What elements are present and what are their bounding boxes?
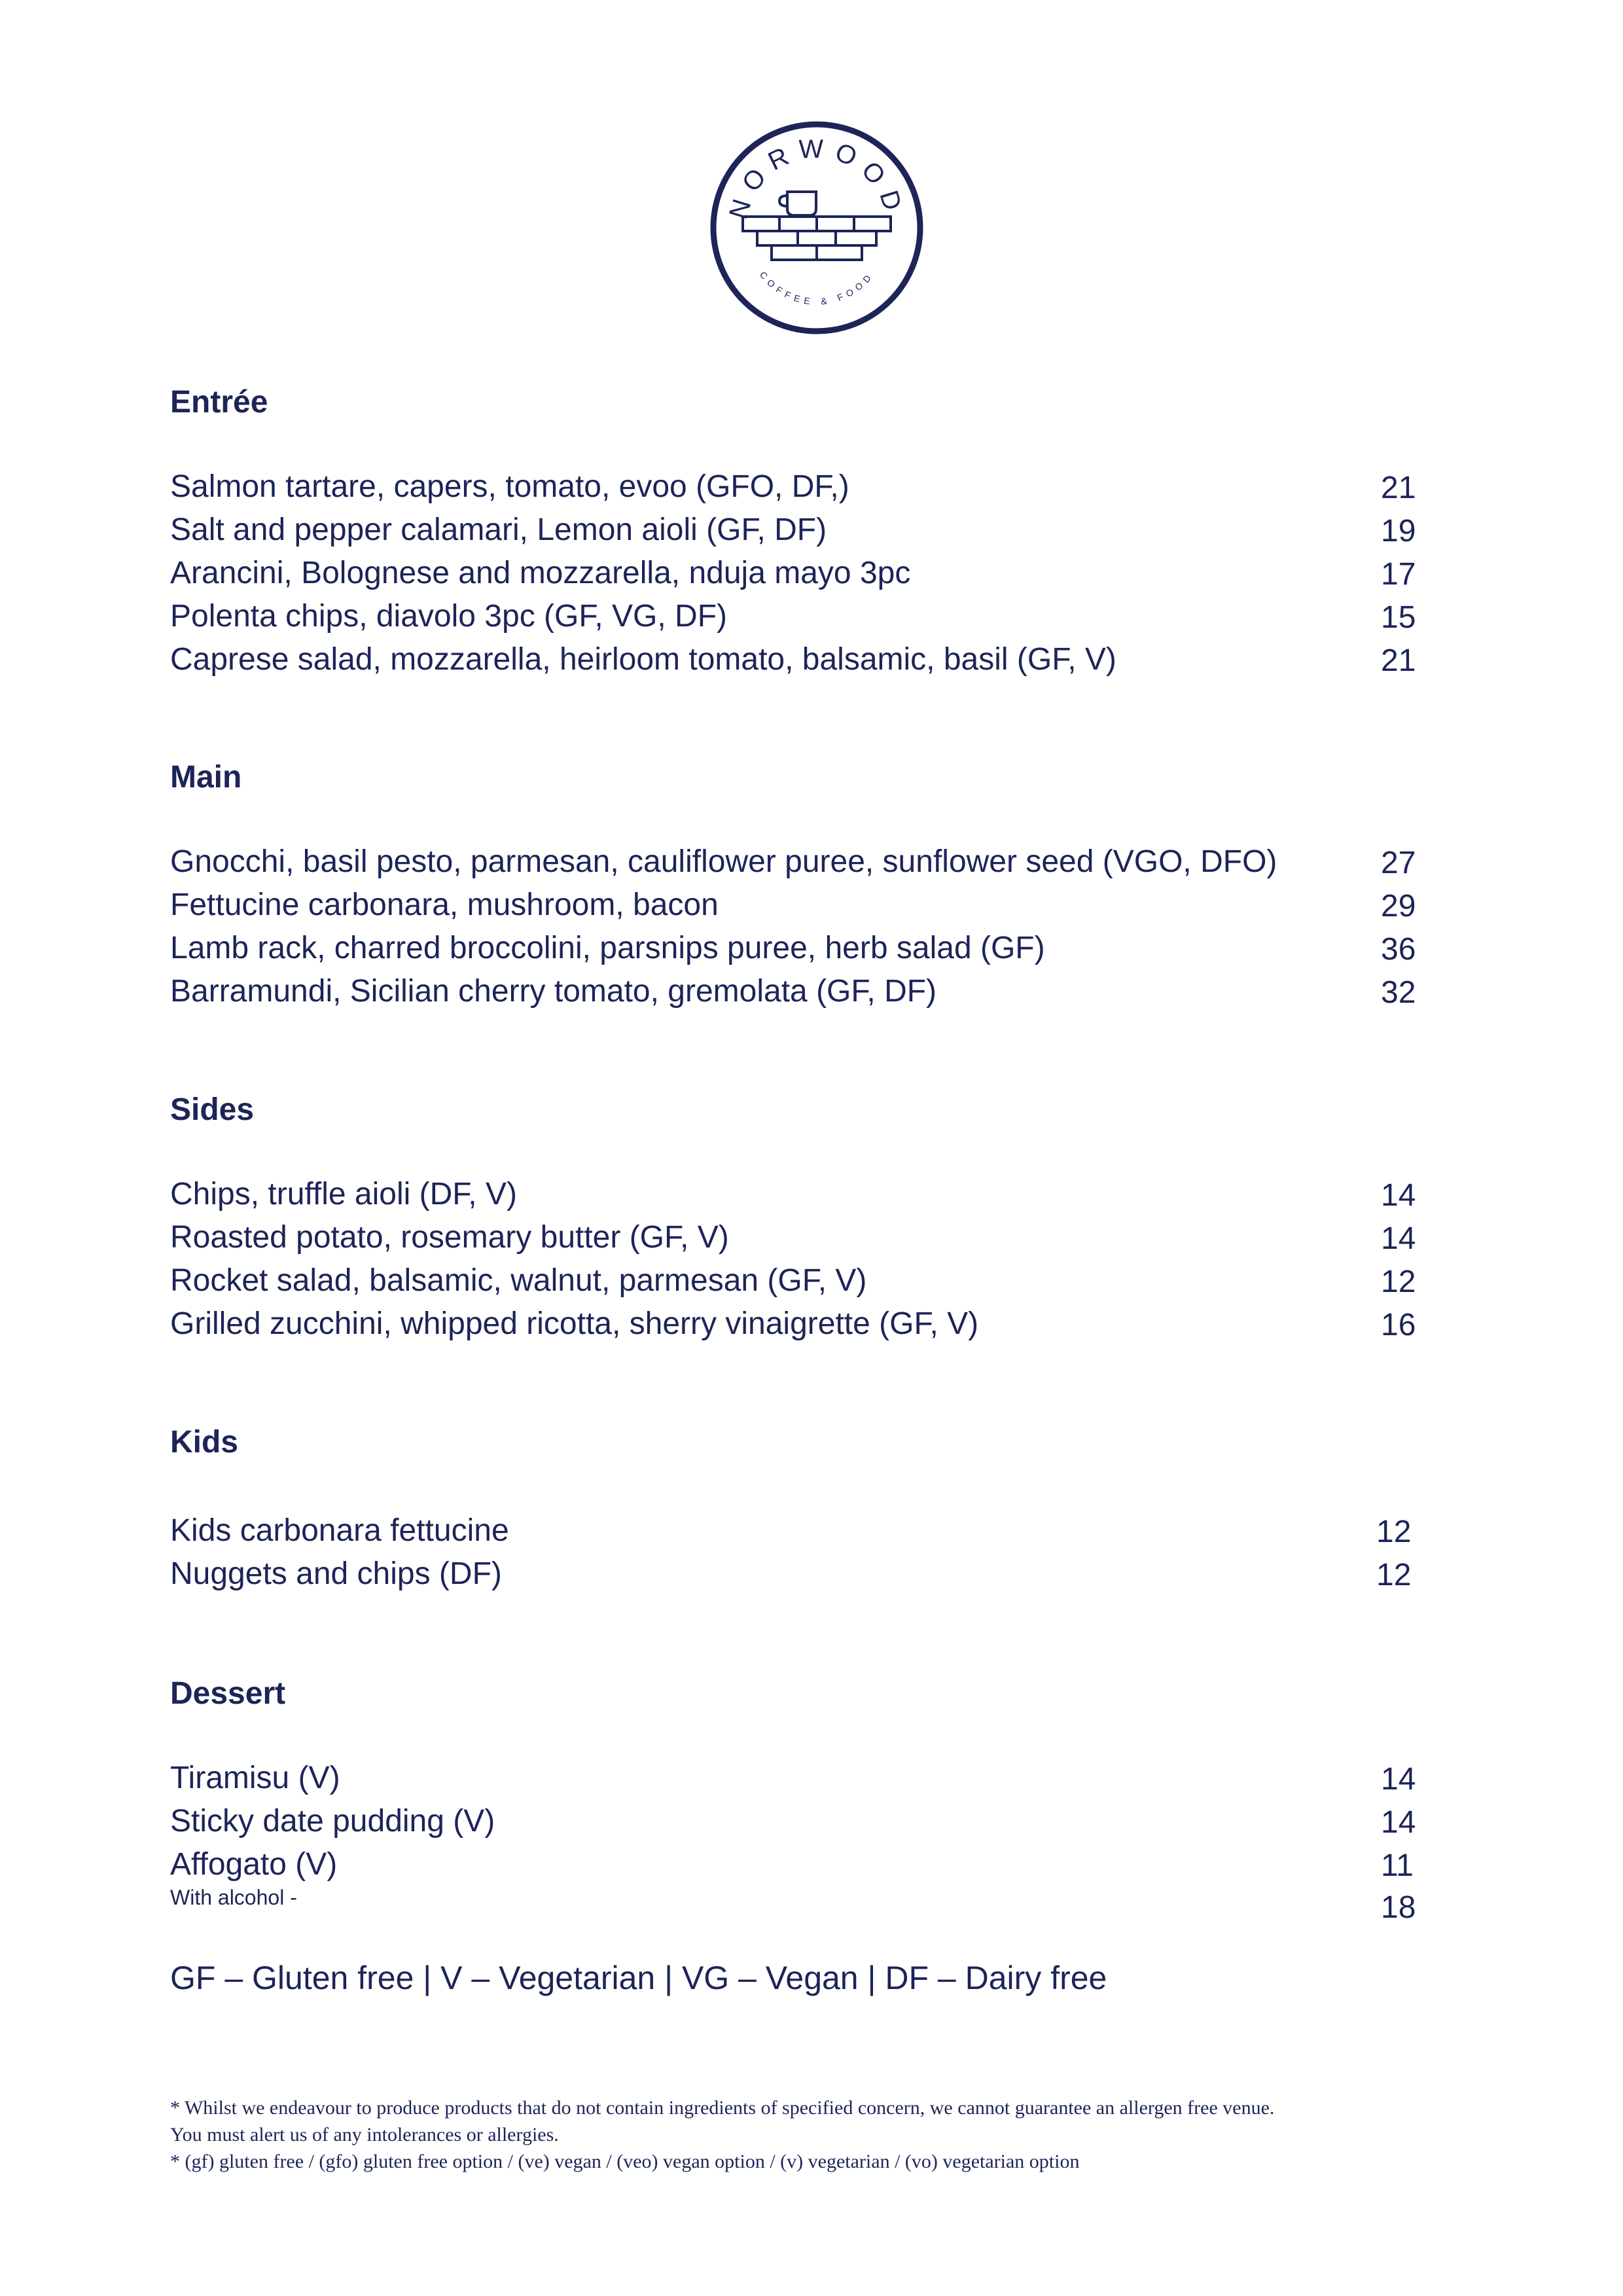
section-dessert [170, 1674, 1427, 1925]
section-title: Entrée [170, 385, 268, 420]
item-price: 12 [1376, 1515, 1412, 1549]
menu-item-addon [170, 1886, 1427, 1925]
menu-list [170, 465, 1427, 681]
item-name: Salt and pepper calamari, Lemon aioli (GF, DF) [170, 512, 827, 547]
item-price: 29 [1381, 889, 1416, 924]
item-price: 17 [1381, 557, 1416, 592]
menu-list [170, 1173, 1427, 1346]
item-name: Barramundi, Sicilian cherry tomato, gremolata (GF, DF) [170, 974, 937, 1009]
item-name: Tiramisu (V) [170, 1761, 340, 1795]
menu-list [170, 840, 1427, 1013]
item-price: 21 [1381, 471, 1416, 505]
disclaimer-line: * (gf) gluten free / (gfo) gluten free option / (ve) vegan / (veo) vegan option / (v) vegetarian / (vo) vegetarian option [170, 2151, 1080, 2172]
item-name: Grilled zucchini, whipped ricotta, sherry vinaigrette (GF, V) [170, 1306, 979, 1341]
menu-item [170, 1509, 1427, 1552]
menu-item [170, 1800, 1427, 1843]
menu-item [170, 1552, 1427, 1596]
item-price: 14 [1381, 1805, 1416, 1840]
item-name: Nuggets and chips (DF) [170, 1556, 502, 1591]
section-title: Dessert [170, 1676, 286, 1711]
menu-list [170, 1509, 1427, 1596]
menu-item [170, 1259, 1427, 1302]
section-entree [170, 383, 1427, 681]
item-name: Caprese salad, mozzarella, heirloom tomato, balsamic, basil (GF, V) [170, 642, 1116, 677]
item-price: 27 [1381, 846, 1416, 880]
disclaimer-line: * Whilst we endeavour to produce products that do not contain ingredients of specified concern, we cannot guarantee an allergen free venue. [170, 2097, 1275, 2119]
logo-brand-text: NORWOOD [723, 134, 910, 223]
item-price: 36 [1381, 932, 1416, 967]
logo-tagline-text: COFFEE & FOOD [757, 269, 876, 307]
menu-item [170, 1216, 1427, 1259]
item-name: With alcohol - [170, 1886, 297, 1909]
item-price: 14 [1381, 1762, 1416, 1797]
menu-item [170, 927, 1427, 970]
item-name: Affogato (V) [170, 1847, 338, 1882]
item-price: 14 [1381, 1178, 1416, 1213]
menu-item [170, 1173, 1427, 1216]
section-title: Kids [170, 1425, 239, 1460]
menu-item [170, 884, 1427, 927]
menu-item [170, 552, 1427, 595]
item-price: 15 [1381, 600, 1416, 635]
item-name: Rocket salad, balsamic, walnut, parmesan (GF, V) [170, 1263, 867, 1298]
menu-item [170, 638, 1427, 681]
item-price: 32 [1381, 975, 1416, 1010]
item-price: 11 [1381, 1848, 1414, 1883]
disclaimer-line: You must alert us of any intolerances or allergies. [170, 2124, 559, 2145]
menu-item [170, 595, 1427, 638]
dietary-legend: GF – Gluten free | V – Vegetarian | VG – Vegan | DF – Dairy free [170, 1960, 1107, 1996]
allergen-disclaimer [170, 2094, 1453, 2175]
norwood-logo [707, 118, 926, 337]
menu-item [170, 1843, 1427, 1886]
menu-item [170, 970, 1427, 1013]
coffee-cup-on-brick-wall-icon [743, 192, 891, 260]
item-price: 12 [1376, 1558, 1412, 1592]
section-sides [170, 1090, 1427, 1346]
item-name: Sticky date pudding (V) [170, 1804, 495, 1839]
item-name: Salmon tartare, capers, tomato, evoo (GFO, DF,) [170, 469, 849, 504]
item-price: 21 [1381, 643, 1416, 678]
menu-list [170, 1757, 1427, 1925]
menu-item [170, 1302, 1427, 1346]
item-price: 18 [1381, 1890, 1416, 1925]
item-name: Lamb rack, charred broccolini, parsnips puree, herb salad (GF) [170, 931, 1045, 965]
item-name: Fettucine carbonara, mushroom, bacon [170, 888, 719, 922]
section-main [170, 758, 1427, 1013]
item-name: Kids carbonara fettucine [170, 1513, 509, 1548]
item-name: Chips, truffle aioli (DF, V) [170, 1177, 517, 1211]
item-price: 19 [1381, 514, 1416, 548]
menu-item [170, 1757, 1427, 1800]
item-price: 16 [1381, 1308, 1416, 1342]
menu-item [170, 840, 1427, 884]
section-title: Sides [170, 1092, 255, 1127]
item-name: Roasted potato, rosemary butter (GF, V) [170, 1220, 729, 1255]
menu-item [170, 465, 1427, 509]
item-name: Arancini, Bolognese and mozzarella, nduja mayo 3pc [170, 556, 911, 590]
item-name: Polenta chips, diavolo 3pc (GF, VG, DF) [170, 599, 728, 634]
item-price: 12 [1381, 1265, 1416, 1299]
item-price: 14 [1381, 1221, 1416, 1256]
section-kids [170, 1423, 1427, 1596]
section-title: Main [170, 760, 242, 795]
item-name: Gnocchi, basil pesto, parmesan, cauliflower puree, sunflower seed (VGO, DFO) [170, 844, 1277, 879]
menu-item [170, 509, 1427, 552]
